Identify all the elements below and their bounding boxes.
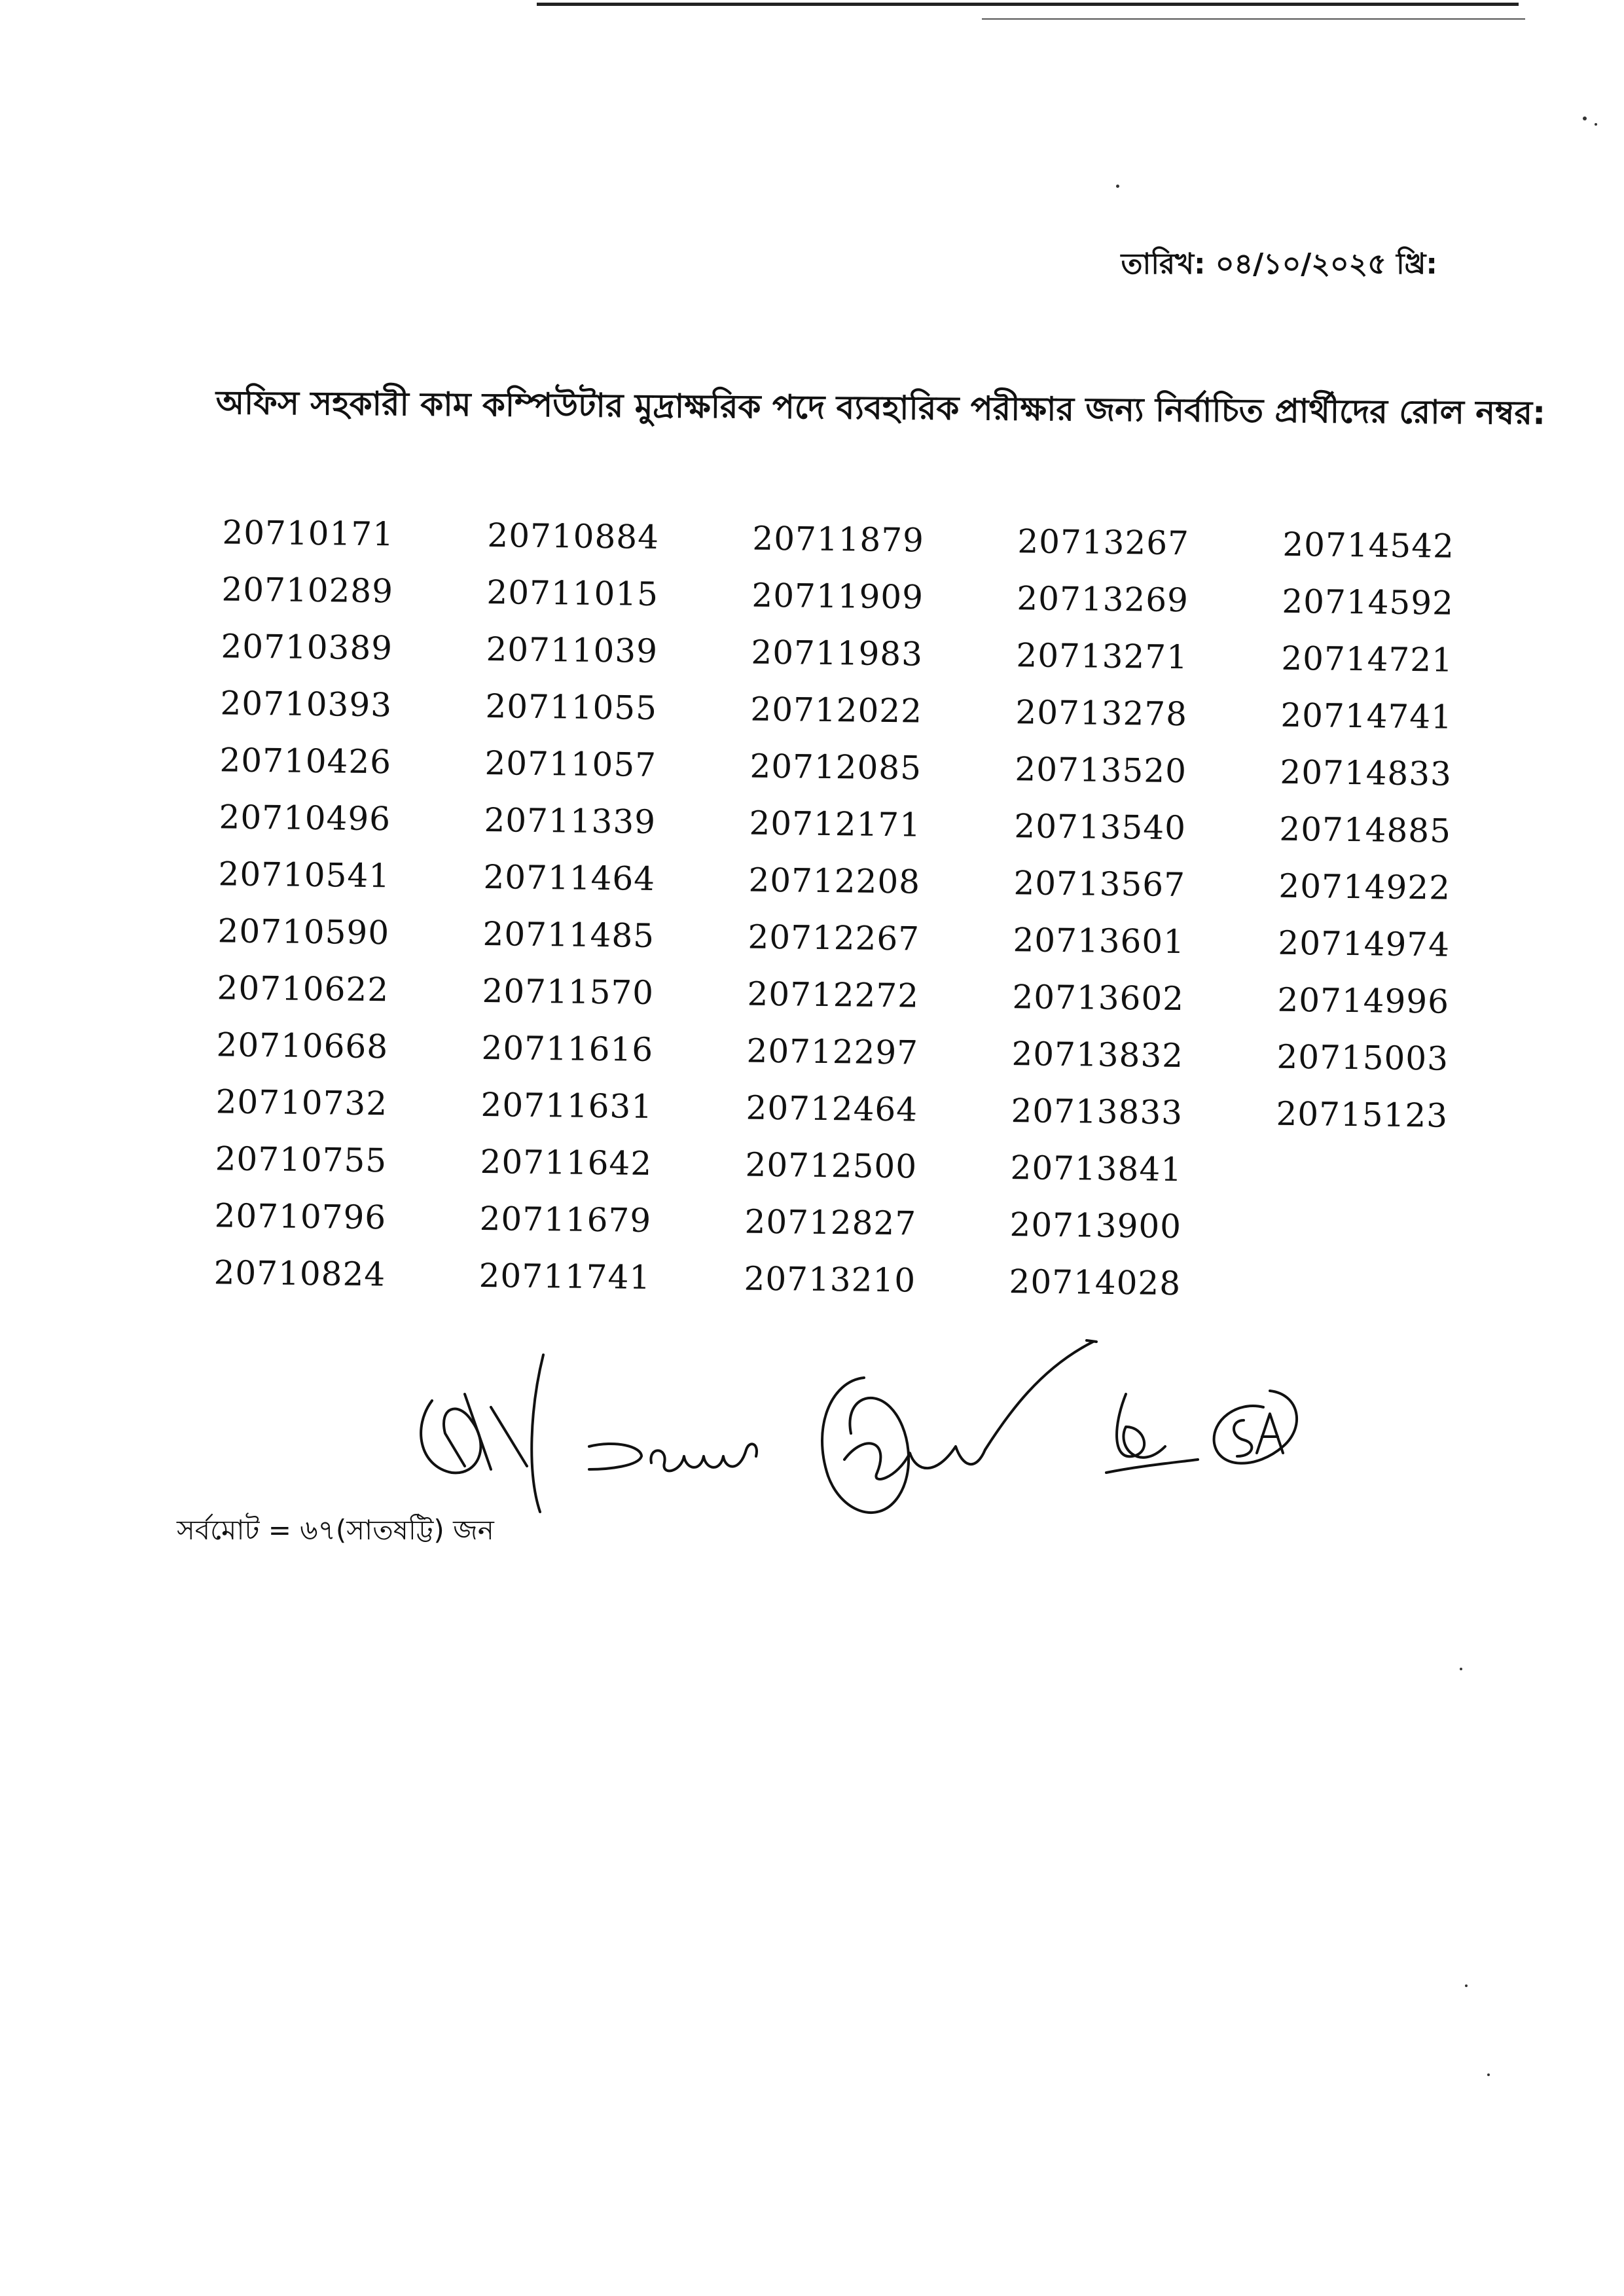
roll-number: 20710590: [217, 912, 390, 952]
roll-number: 20713602: [1012, 978, 1185, 1018]
roll-number: 20712022: [750, 690, 923, 730]
roll-number: 20710393: [220, 684, 393, 725]
roll-number: 20714542: [1282, 525, 1455, 565]
roll-number: 20713269: [1017, 579, 1189, 620]
roll-number: 20712297: [746, 1031, 919, 1072]
roll-number: 20711879: [752, 519, 925, 560]
roll-column: [213, 504, 432, 1304]
signatures: [393, 1316, 1322, 1551]
scan-speck: [1465, 1984, 1468, 1987]
roll-number: 20714592: [1282, 582, 1454, 622]
roll-number: 20714028: [1009, 1263, 1182, 1303]
roll-number: 20710796: [214, 1196, 387, 1237]
signature-1: [421, 1355, 641, 1512]
roll-number: 20712171: [749, 804, 922, 844]
roll-number: 20712267: [748, 918, 920, 958]
roll-number: 20711015: [486, 573, 659, 614]
signature-4: [1106, 1394, 1198, 1473]
roll-number: 20714741: [1280, 696, 1453, 736]
roll-number: 20714721: [1281, 639, 1454, 679]
roll-number: 20711339: [484, 801, 657, 841]
roll-number: 20713210: [744, 1259, 916, 1300]
signature-5: [1214, 1391, 1297, 1463]
signature-3: [822, 1340, 1096, 1513]
roll-number: 20711464: [483, 858, 656, 898]
roll-number: 20712272: [747, 975, 920, 1015]
roll-number: 20713841: [1010, 1149, 1183, 1189]
roll-number: 20715003: [1276, 1037, 1449, 1078]
roll-number: 20714885: [1279, 810, 1452, 850]
roll-number: 20711485: [482, 915, 655, 955]
roll-number: 20711616: [481, 1028, 654, 1069]
roll-number: 20713601: [1013, 921, 1185, 961]
roll-number: 20714833: [1280, 753, 1453, 793]
roll-number: 20711631: [480, 1085, 653, 1126]
roll-number: 20712500: [745, 1145, 918, 1186]
scan-speck: [1116, 185, 1119, 188]
roll-number: 20710389: [221, 627, 393, 668]
roll-number: 20713832: [1011, 1035, 1184, 1075]
roll-number: 20710755: [215, 1139, 388, 1180]
roll-number: 20710732: [215, 1083, 388, 1123]
roll-number: 20715123: [1276, 1094, 1449, 1135]
roll-number: 20710171: [222, 513, 395, 554]
roll-number: 20713271: [1016, 636, 1189, 677]
roll-number: 20711741: [478, 1256, 651, 1297]
roll-number: 20713278: [1015, 693, 1188, 734]
roll-number: 20711039: [486, 630, 659, 671]
roll-number: 20712085: [749, 747, 922, 787]
roll-column: [744, 511, 962, 1310]
roll-number: 20714922: [1278, 867, 1451, 907]
roll-number: 20711983: [751, 633, 924, 673]
scan-speck: [1595, 123, 1597, 126]
roll-number: 20713520: [1015, 750, 1187, 791]
page-heading: অফিস সহকারী কাম কম্পিউটার মুদ্রাক্ষরিক পদে ব্যবহারিক পরীক্ষার জন্য নির্বাচিত প্রার্থীদের রোল নম্বর:: [215, 383, 1546, 432]
roll-column: [1276, 516, 1492, 1145]
date-line: তারিখ: ০৪/১০/২০২৫ খ্রি:: [1121, 247, 1437, 281]
roll-column: [478, 507, 697, 1307]
roll-number: 20711057: [484, 744, 657, 784]
roll-number: 20711570: [482, 972, 655, 1012]
total-count: সর্বমোট = ৬৭(সাতষট্টি) জন: [177, 1514, 494, 1546]
roll-number: 20711055: [485, 687, 658, 728]
scan-speck: [1460, 1668, 1462, 1670]
roll-number: 20710824: [213, 1253, 386, 1294]
signature-2: [651, 1444, 757, 1471]
roll-number: 20710884: [487, 516, 660, 557]
roll-number: 20710541: [218, 855, 391, 895]
roll-number: 20714996: [1277, 980, 1450, 1021]
roll-number: 20711679: [479, 1199, 652, 1240]
roll-number: 20712464: [746, 1088, 918, 1129]
roll-number: 20713267: [1017, 522, 1190, 563]
scan-speck: [1583, 117, 1587, 120]
roll-number: 20713540: [1014, 807, 1187, 848]
scan-edge-line-thin: [982, 18, 1525, 20]
roll-number: 20713900: [1009, 1206, 1182, 1246]
roll-column: [1009, 513, 1227, 1313]
roll-number: 20711909: [751, 576, 924, 617]
roll-number: 20710289: [221, 570, 394, 611]
roll-number: 20710622: [217, 969, 389, 1009]
roll-number: 20711642: [480, 1142, 653, 1183]
roll-number: 20712208: [748, 861, 921, 901]
scan-edge-line: [537, 3, 1519, 6]
roll-number: 20713833: [1011, 1092, 1183, 1132]
roll-number: 20714974: [1278, 924, 1451, 964]
roll-number: 20712827: [744, 1202, 917, 1243]
scan-speck: [1487, 2073, 1490, 2076]
roll-number: 20710668: [216, 1026, 389, 1066]
roll-number: 20713567: [1013, 864, 1186, 905]
roll-number: 20710426: [219, 741, 392, 781]
roll-number: 20710496: [219, 798, 391, 838]
